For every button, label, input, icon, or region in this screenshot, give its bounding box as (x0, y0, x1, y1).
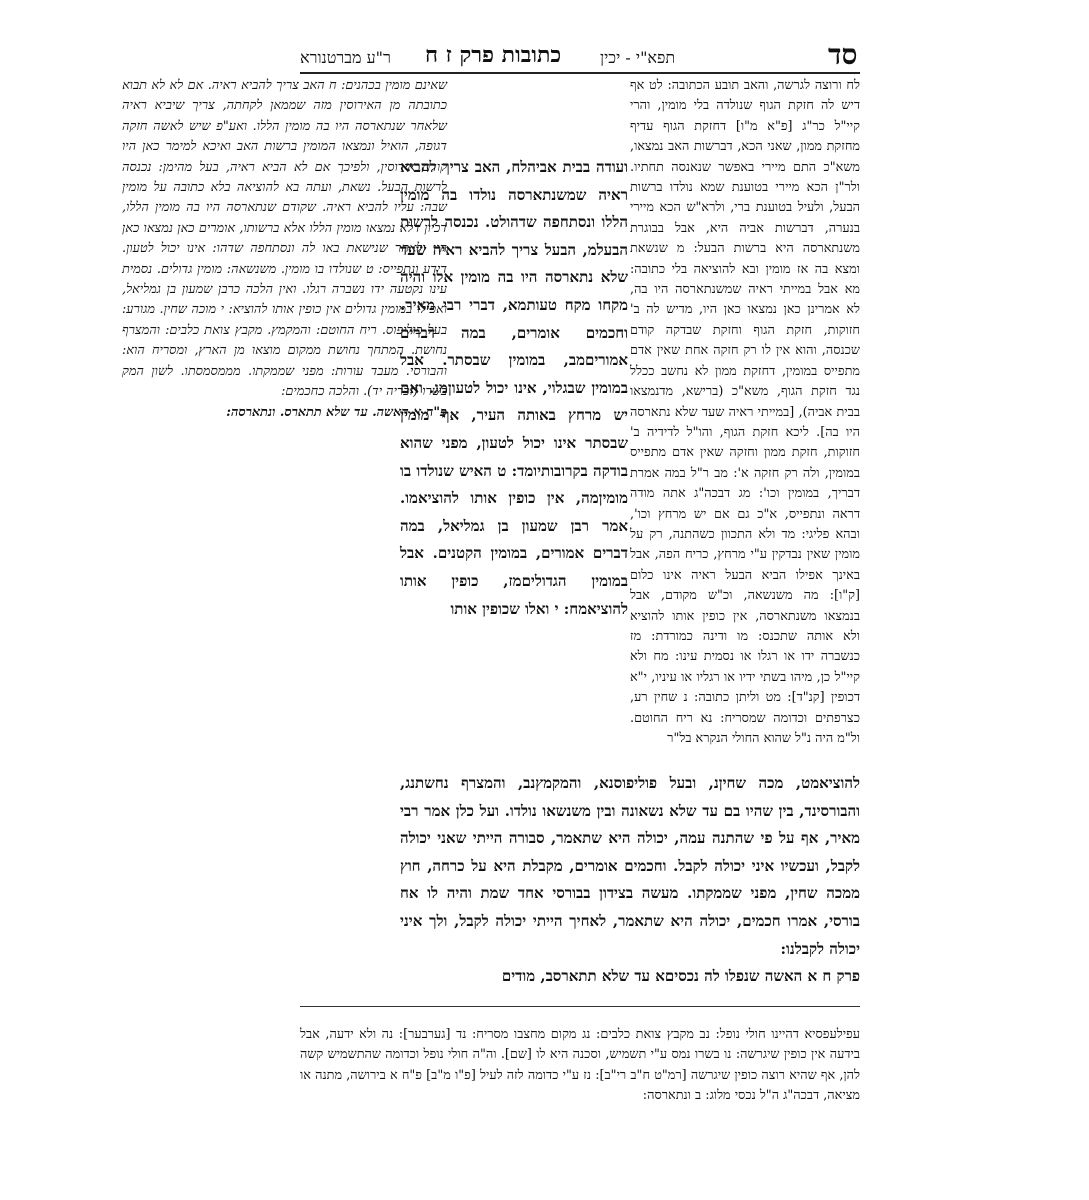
commentary-title-right: תפא"י - יכין (600, 48, 676, 67)
page-number: סד (828, 38, 858, 71)
page-header (300, 38, 860, 74)
footnotes (300, 1012, 860, 1112)
mishnah-main-text: ועודה בבית אביהלח, האב צריך להביא ראיה שמשנתארסה נולדו בה מומין הללו ונסתחפה שדהולט. נכנסה לרשות הבעלמ, הבעל צריך להביא ראיה שעד שלא נתארסה היו בה מומין אלו והיה מקחו מקח טעותמא, דברי רבי מאיר. וחכמים אומרים, במה דברים אמוריםמב, במומין שבסתר. אבל במומין שבגלוי, אינו יכול לטעוןמג. ואם יש מרחץ באותה העיר, אף מומין שבסתר אינו יכול לטעון, מפני שהוא בודקה בקרובותיומד: ט האיש שנולדו בו מומיןמה, אין כופין אותו להוציאמו. אמר רבן שמעון בן גמליאל, במה דברים אמורים, במומין הקטנים. אבל במומין הגדוליםמז, כופין אותו להוציאמח: י ואלו שכופין אותו (400, 158, 628, 618)
mishnah-bottom-block (400, 770, 860, 1002)
divider (300, 1006, 860, 1007)
mishnah-main-column (400, 154, 628, 794)
mishnah-bottom-text: להוציאמט, מכה שחיןנ, ובעל פוליפוסנא, והמקמץנב, והמצרף נחשתנג, והבורסינד, בין שהיו בם עד שלא נשאונה ובין משנשאו נולדו. ועל כלן אמר רבי מאיר, אף על פי שהתנה עמה, יכולה היא שתאמר, סבורה הייתי שאני יכולה לקבל, ועכשיו איני יכולה לקבל. וחכמים אומרים, מקבלת היא על כרחה, חוץ ממכה שחין, מפני שממקתו. מעשה בצידון בבורסי אחד שמת והיה לו אח בורסי, אמרו חכמים, יכולה היא שתאמר, לאחיך הייתי יכולה לקבל, ולך איני יכולה לקבלנו: (400, 774, 860, 958)
mishnah-chapter-start: פרק ח א האשה שנפלו לה נכסיםא עד שלא תתארסב, מודים (501, 967, 860, 986)
left-commentary-column (122, 76, 447, 776)
right-commentary-text: לח ורוצה לגרשה, והאב תובע הכתובה: לט אף דיש לה חזקת הגוף שנולדה בלי מומין, והרי קיי"ל כר"ג [פ"א מ"ו] דחזקת הגוף עדיף מחזקת ממון, שאני הכא, דברשות האב נמצאו, משא"כ התם מיירי באפשר שנאנסה תחתיו. ולר"ן הכא מיירי בטוענת שמא נולדו ברשות הבעל, ולעיל בטוענת ברי, ולרא"ש הכא מיירי בנערה, דברשות אביה היא, אבל בבוגרת משנתארסה היא ברשות הבעל: מ שנשאת ומצא בה אז מומין ובא להוציאה בלי כתובה: מא אבל במייתי ראיה שמשנתארסה היו בה, לא אמרינן כאן נמצאו כאן היו, מדיש לה ב' חזוקות, חזקת הגוף וחזקת שבדקה קודם שכנסה, והוא אין לו רק חזקה אחת שאין אדם מתפייס במומין, דחזקת ממון לא נחשב ככלל נגד חזקת הגוף, משא"כ (ברישא, מדנמצאו בבית אביה), [במייתי ראיה שעד שלא נתארסה היו בה]. ליכא חזקת הגוף, והו"ל לדידיה ב' חזוקות, חזקת ממון וחזקה שאין אדם מתפייס במומין, ולה רק חזקה א': מב ר"ל במה אמרת דבריך, במומין וכו': מג דבכה"ג אתה מודה דראה ונתפייס, א"כ גם אם יש מרחץ וכו', ובהא פליגי: מד ולא התכוון כשהתנה, רק על מומין שאין נבדקין ע"י מרחץ, כריח הפה, אבל באינך אפילו הביא הבעל ראיה אינו כלום [ק"ו]: מה משנשאה, וכ"ש מקודם, אבל בנמצאו משנתארסה, אין כופין אותו להוציא ולא אותה שתכנס: מו ודינה כמורדת: מז כנשברה ידו או רגלו או נסמית עינו: מח ולא קיי"ל כן, מיהו בשתי ידיו או רגליו או עיניו, י"א דכופין [קנ"ד]: מט וליתן כתובה: נ שחין רע, כצרפתים וכדומה שמסריח: נא ריח החוטם. ול"מ היה נ"ל שהוא החולי הנקרא בל"ר (630, 78, 860, 746)
commentary-title-left: ר"ע מברטנורא (300, 48, 391, 67)
footnotes-text: עפילעפסיא דהיינו חולי נופל: נב מקבץ צואת כלבים: נג מקום מחצבו מסריח: נד [גערבער]: נה ולא ידעה, אבל בידעה אין כופין שיגרשה: נו בשרו נמס ע"י תשמיש, וסכנה היא לו [שם]. וה"ה חולי נופל וכדומה שהתשמיש קשה להן, אף שהיא רוצה כופין שיגרשה [רמ"ט ח"ב רי"ב]: נז ע"י כדומה לזה לעיל [פ"ו מ"ב] פ"ח א בירושה, מתנה או מציאה, דבכה"ג ה"ל נכסי מלוג: ב ונתארסה: (300, 1026, 860, 1104)
tractate-chapter-title: כתובות פרק ז ח (425, 42, 562, 68)
left-commentary-tail: פ"ח א האשה. עד שלא תתארס. ונתארסה: (226, 404, 447, 420)
left-commentary-text: שאינם מומין בכהנים: ח האב צריך להביא ראיה. אם לא לא תבוא כתובתה מן האירוסין מזה שממאן לקחתה, צריך שיביא ראיה שלאחר שנתארסה היו בה מומין הללו. ואע"פ שיש לאשה חזקה דגופה, הואיל ונמצאו המומין ברשות האב ואיכא למימר כאן היו קודם אירוסין, ולפיכך אם לא הביא ראיה, בעל מהימן: נכנסה לרשות הבעל. נשאת, ועתה בא להוציאה בלא כתובה על מומין שבה: עליו להביא ראיה. שקודם שנתארסה היו בה מומין הללו, דכיון דלא נמצאו מומין הללו אלא ברשותו, אומרים כאן נמצאו כאן היו ולאחר שנישאת באו לה ונסתחפה שדהו: אינו יכול לטעון. דידע ונתפייס: ט שנולדו בו מומין. משנשאה: מומין גדולים. נסמית עינו נקטעה ידו נשברה רגלו. ואין הלכה כרבן שמעון בן גמליאל, ואפילו במומין גדולים אין כופין אותו להוציא: י מוכה שחין. מגורע: בעל פוליפוס. ריח החוטם: והמקמץ. מקבץ צואת כלבים: והמצרף נחושת. המתחך נחושת ממקום מוצאו מן הארץ, ומסריח הוא: והבורסי. מעבד עורות: מפני שממקתו. מממסמסתו. לשון המק בשרו (זכריה יד). והלכה כחכמים: (122, 78, 447, 400)
